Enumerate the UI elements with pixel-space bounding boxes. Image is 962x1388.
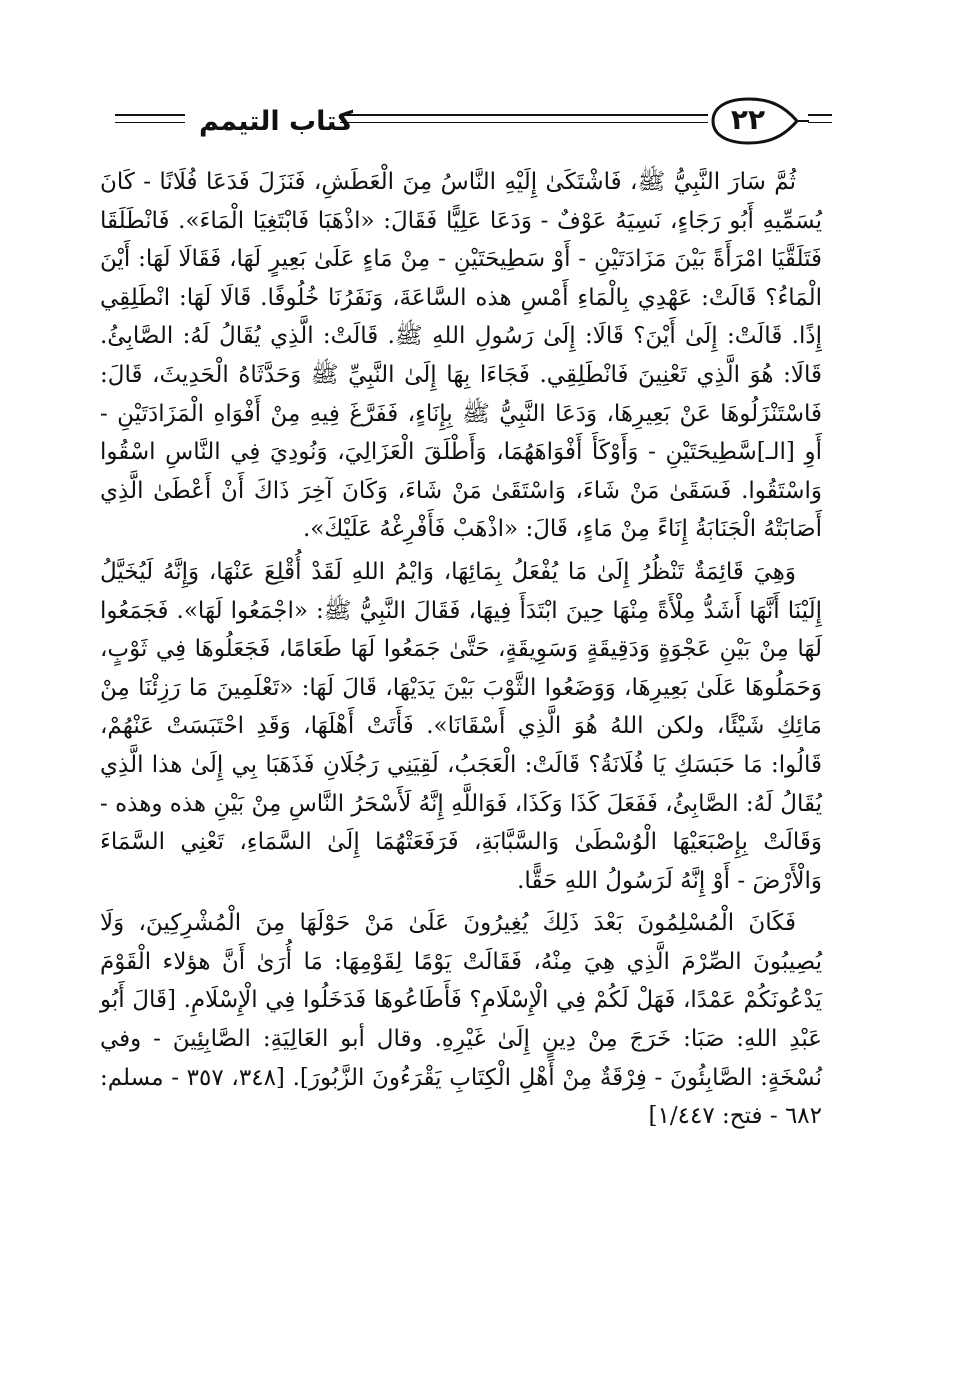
header-rule-right-bottom — [808, 122, 832, 123]
header-rule-middle-top — [340, 114, 708, 116]
book-title: كتاب التيمم — [198, 106, 354, 137]
header-rule-middle-bottom — [340, 122, 708, 123]
header-rule-left-bottom — [115, 122, 185, 123]
paragraph-text: ثُمَّ سَارَ النَّبِيُّ ﷺ، فَاشْتَكَىٰ إِلَيْهِ النَّاسُ مِنَ الْعَطَشِ، فَنَزَلَ فَدَعَا فُلَانًا - كَانَ يُسَمِّيهِ أَبُو رَجَاءٍ، نَسِيَهُ عَوْفٌ - وَدَعَا عَلِيًّا فَقَالَ: «اذْهَبَا فَابْتَغِيَا الْمَاءَ». فَانْطَلَقَا فَتَلَقَّيَا امْرَأَةً بَيْنَ مَزَادَتَيْنِ - أَوْ سَطِيحَتَيْنِ - مِنْ مَاءٍ عَلَىٰ بَعِيرٍ لَهَا، فَقَالَا لَهَا: أَيْنَ الْمَاءُ؟ قَالَتْ: عَهْدِي بِالْمَاءِ أَمْسِ هذه السَّاعَةَ، وَنَفَرُنَا خُلُوفًا. قَالَا لَهَا: انْطَلِقِي إِذًا. قَالَتْ: إِلَىٰ أَيْنَ؟ قَالَا: إِلَىٰ رَسُولِ اللهِ ﷺ. قَالَتْ: الَّذِي يُقَالُ لَهُ: الصَّابِئُ. قَالَا: هُوَ الَّذِي تَعْنِينَ فَانْطَلِقِي. فَجَاءَا بِهَا إِلَىٰ النَّبِيِّ ﷺ وَحَدَّثَاهُ الْحَدِيثَ، قَالَ: فَاسْتَنْزَلُوهَا عَنْ بَعِيرِهَا، وَدَعَا النَّبِيُّ ﷺ بِإِنَاءٍ، فَفَرَّغَ فِيهِ مِنْ أَفْوَاهِ الْمَزَادَتَيْنِ - أَوِ [الـ]سَّطِيحَتَيْنِ - وَأَوْكَأَ أَفْوَاهَهُمَا، وَأَطْلَقَ الْعَزَالِيَ، وَنُودِيَ فِي النَّاسِ اسْقُوا وَاسْتَقُوا. فَسَقَىٰ مَنْ شَاءَ، وَاسْتَقَىٰ مَنْ شَاءَ، وَكَانَ آخِرَ ذَاكَ أَنْ أَعْطَىٰ الَّذِي أَصَابَتْهُ الْجَنَابَةُ إِنَاءً مِنْ مَاءٍ، قَالَ: «اذْهَبْ فَأَفْرِغْهُ عَلَيْكَ». — [100, 169, 822, 543]
page-header — [0, 90, 962, 160]
paragraph — [100, 904, 822, 1136]
paragraph-text: وَهِيَ قَائِمَةٌ تَنْظُرُ إِلَىٰ مَا يُفْعَلُ بِمَائِهَا، وَايْمُ اللهِ لَقَدْ أُقْلِعَ عَنْهَا، وَإِنَّهُ لَيُخَيَّلُ إِلَيْنَا أَنَّهَا أَشَدُّ مِلْأَةً مِنْهَا حِينَ ابْتَدَأَ فِيهَا، فَقَالَ النَّبِيُّ ﷺ: «اجْمَعُوا لَهَا». فَجَمَعُوا لَهَا مِنْ بَيْنِ عَجْوَةٍ وَدَقِيقَةٍ وَسَوِيقَةٍ، حَتَّىٰ جَمَعُوا لَهَا طَعَامًا، فَجَعَلُوهَا فِي ثَوْبٍ، وَحَمَلُوهَا عَلَىٰ بَعِيرِهَا، وَوَضَعُوا الثَّوْبَ بَيْنَ يَدَيْهَا، قَالَ لَهَا: «تَعْلَمِينَ مَا رَزِئْنَا مِنْ مَائِكِ شَيْئًا، ولكن اللهُ هُوَ الَّذِي أَسْقَانَا». فَأَتَتْ أَهْلَهَا، وَقَدِ احْتَبَسَتْ عَنْهُمْ، قَالُوا: مَا حَبَسَكِ يَا فُلَانَةُ؟ قَالَتْ: الْعَجَبُ، لَقِيَنِي رَجُلَانِ فَذَهَبَا بِي إِلَىٰ هذا الَّذِي يُقَالُ لَهُ: الصَّابِئُ، فَفَعَلَ كَذَا وَكَذَا، فَوَاللَّهِ إِنَّهُ لَأَسْحَرُ النَّاسِ مِنْ بَيْنِ هذه وهذه - وَقَالَتْ بِإِصْبَعَيْهَا الْوُسْطَىٰ وَالسَّبَّابَةِ، فَرَفَعَتْهُمَا إِلَىٰ السَّمَاءِ، تَعْنِي السَّمَاءَ وَالْأَرْضَ - أَوْ إِنَّهُ لَرَسُولُ اللهِ حَقًّا. — [100, 558, 822, 894]
page-number: ٢٢ — [730, 103, 766, 136]
page-body — [100, 163, 822, 1136]
paragraph-text: فَكَانَ الْمُسْلِمُونَ بَعْدَ ذَلِكَ يُغِيرُونَ عَلَىٰ مَنْ حَوْلَهَا مِنَ الْمُشْرِكِينَ، وَلَا يُصِيبُونَ الصِّرْمَ الَّذِي هِيَ مِنْهُ، فَقَالَتْ يَوْمًا لِقَوْمِهَا: مَا أُرَىٰ أَنَّ هؤلاء الْقَوْمَ يَدْعُونَكُمْ عَمْدًا، فَهَلْ لَكُمْ فِي الْإِسْلَامِ؟ فَأَطَاعُوهَا فَدَخَلُوا فِي الْإِسْلَامِ. [قَالَ أَبُو عَبْدِ اللهِ: صَبَا: خَرَجَ مِنْ دِينٍ إِلَىٰ غَيْرِهِ. وقال أبو العَالِيَةِ: الصَّابِئِينَ - وفي نُسْخَةٍ: الصَّابِئُونَ - فِرْقَةٌ مِنْ أَهْلِ الْكِتَابِ يَقْرَءُونَ الزَّبُورَ]. [٣٤٨، ٣٥٧ - مسلم: ٦٨٢ - فتح: ١/٤٤٧] — [100, 910, 823, 1130]
paragraph — [100, 553, 822, 900]
paragraph — [100, 163, 822, 549]
page-number-badge — [705, 96, 809, 146]
header-rule-right-top — [808, 114, 832, 116]
header-rule-left-top — [115, 114, 185, 116]
